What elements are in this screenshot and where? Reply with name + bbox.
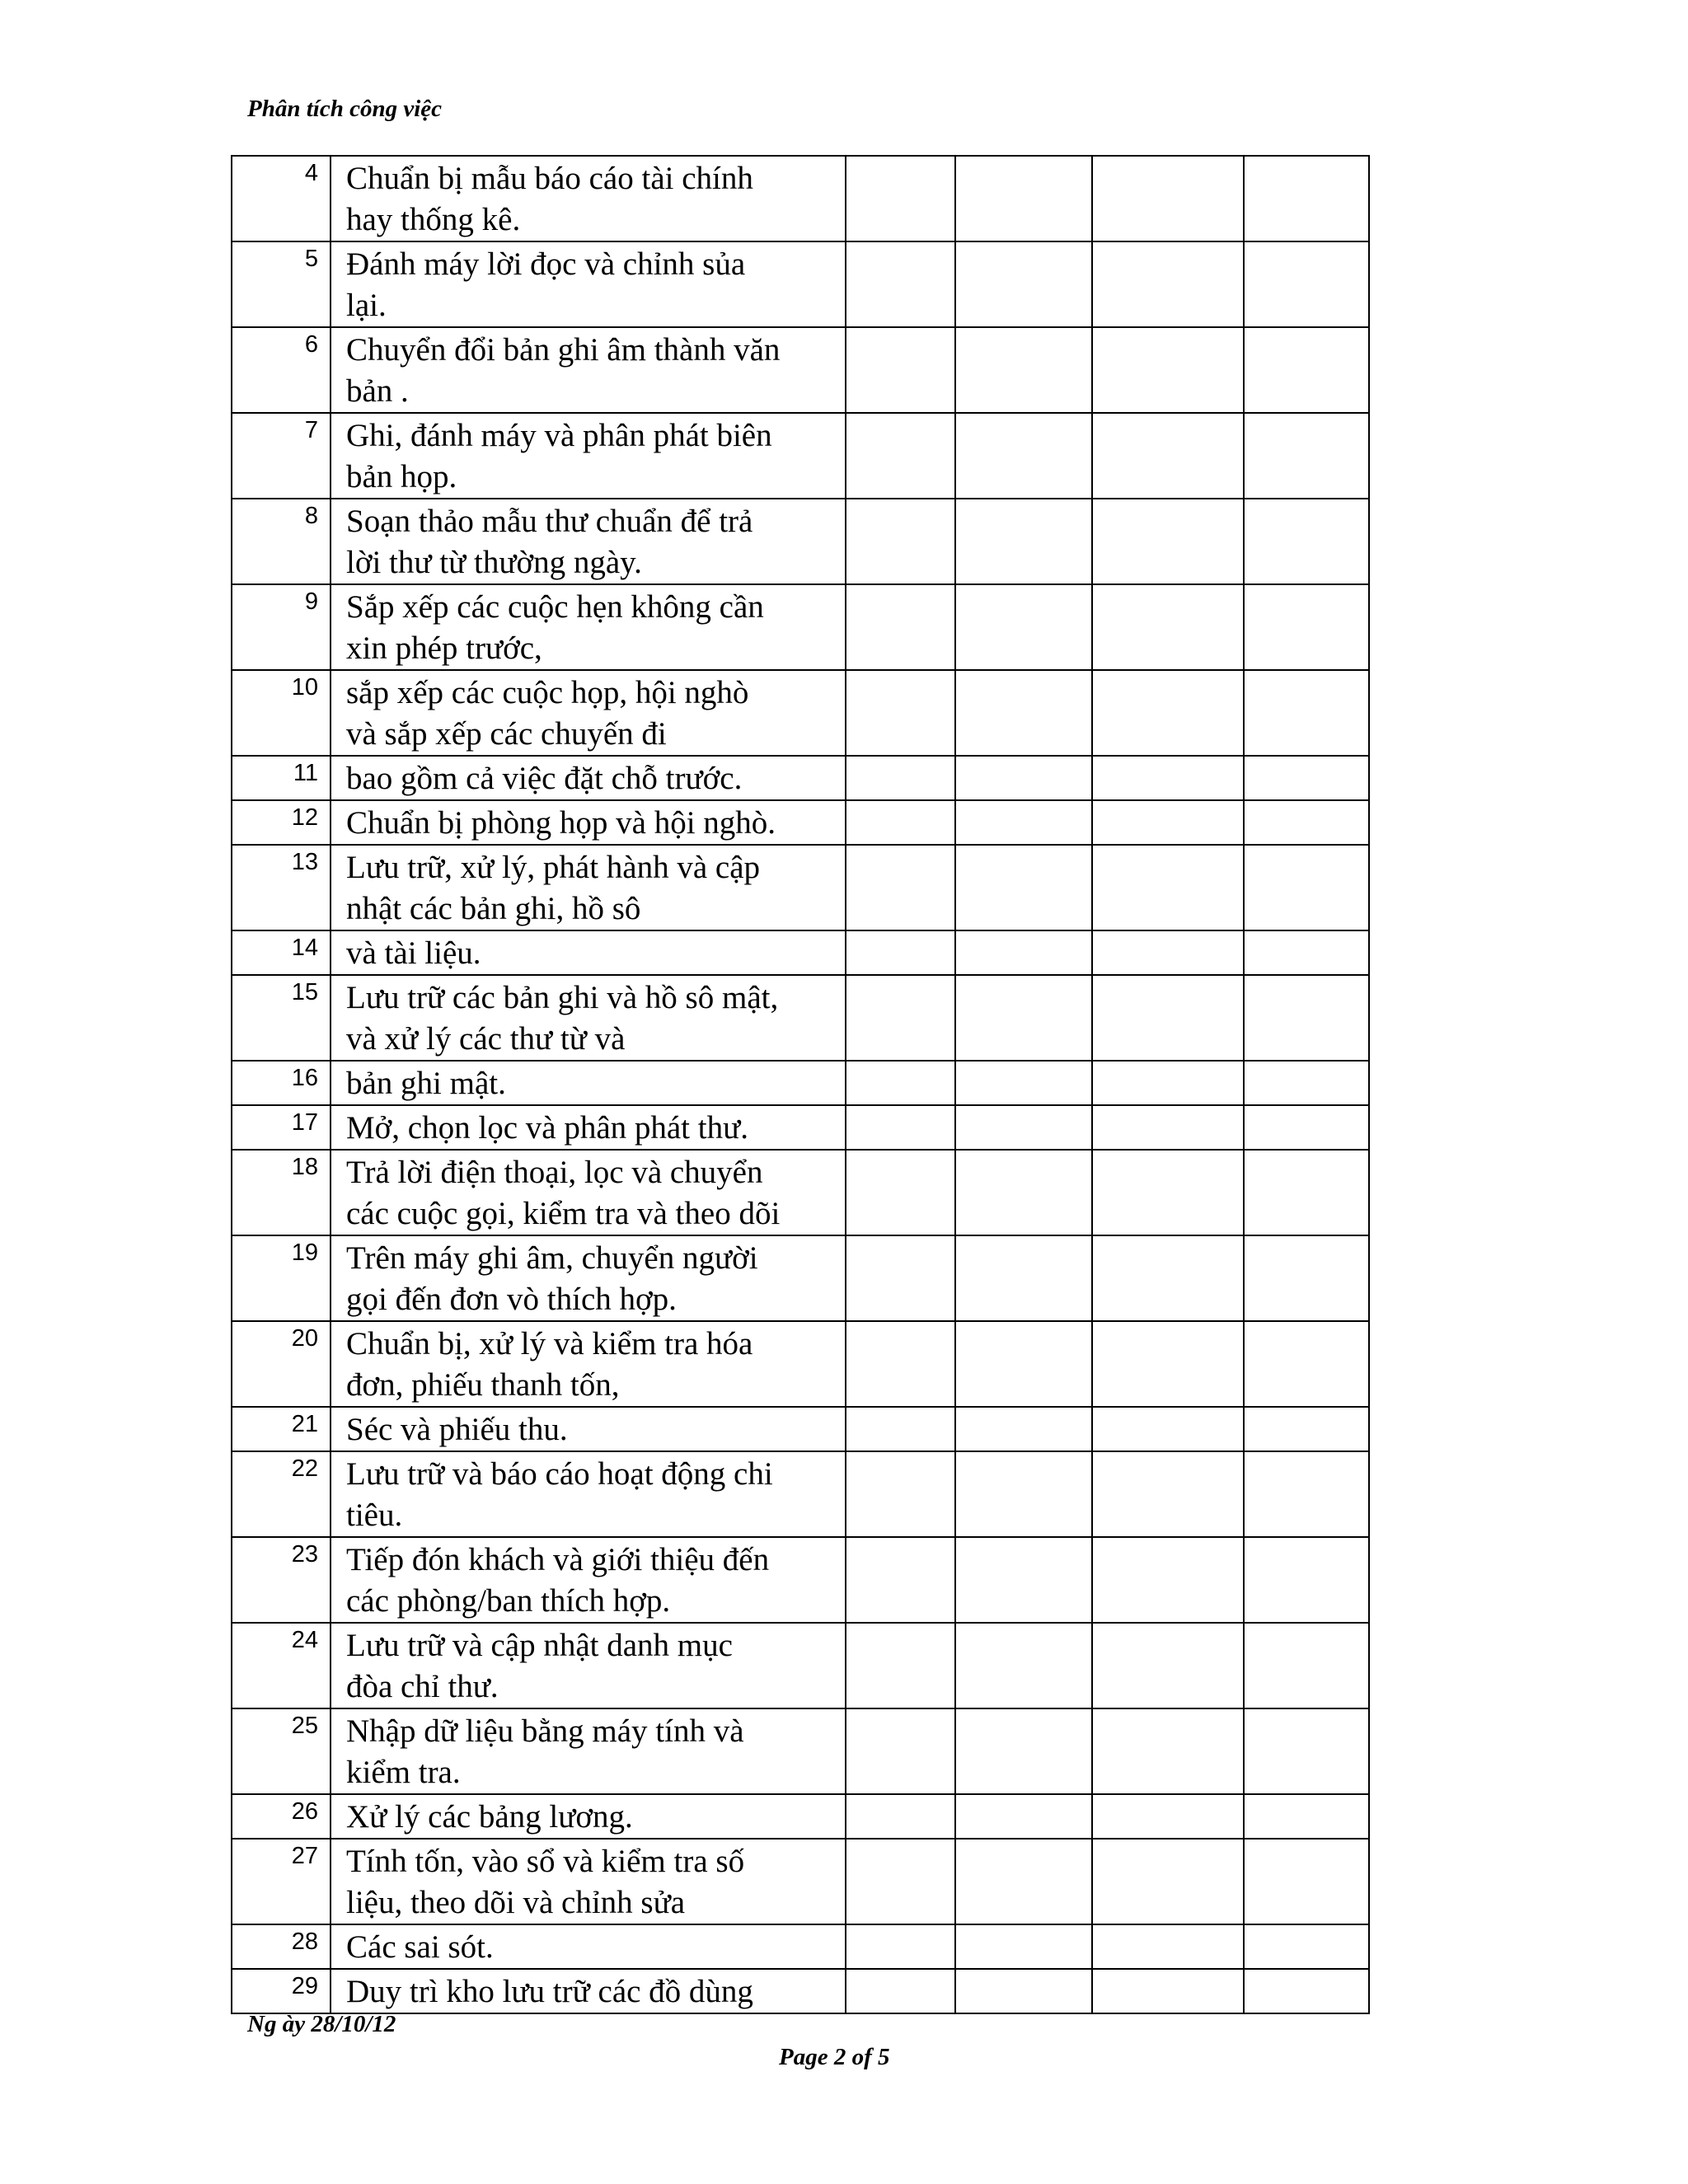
rating-cell-4	[1244, 800, 1369, 845]
task-description: Chuẩn bị phòng họp và hội nghò.	[331, 800, 846, 845]
rating-cell-4	[1244, 584, 1369, 670]
rating-cell-3	[1092, 1451, 1244, 1537]
rating-cell-1	[846, 413, 955, 499]
table-row	[232, 1061, 1369, 1105]
rating-cell-4	[1244, 241, 1369, 327]
rating-cell-2	[955, 1061, 1092, 1105]
rating-cell-2	[955, 975, 1092, 1061]
table-row	[232, 1407, 1369, 1451]
table-row	[232, 1623, 1369, 1708]
rating-cell-1	[846, 584, 955, 670]
rating-cell-1	[846, 670, 955, 756]
rating-cell-3	[1092, 1407, 1244, 1451]
table-row	[232, 241, 1369, 327]
rating-cell-1	[846, 1150, 955, 1235]
table-row	[232, 1794, 1369, 1839]
row-number: 15	[232, 975, 331, 1061]
rating-cell-2	[955, 1537, 1092, 1623]
rating-cell-1	[846, 499, 955, 584]
rating-cell-1	[846, 975, 955, 1061]
task-description: bản ghi mật.	[331, 1061, 846, 1105]
task-description: Lưu trữ các bản ghi và hồ sô mật, và xử lý các thư từ và	[331, 975, 846, 1061]
rating-cell-2	[955, 1839, 1092, 1924]
task-description: Séc và phiếu thu.	[331, 1407, 846, 1451]
table-row	[232, 1451, 1369, 1537]
task-description: Lưu trữ, xử lý, phát hành và cập nhật các bản ghi, hồ sô	[331, 845, 846, 930]
rating-cell-1	[846, 930, 955, 975]
rating-cell-2	[955, 670, 1092, 756]
rating-cell-3	[1092, 156, 1244, 241]
rating-cell-4	[1244, 1061, 1369, 1105]
rating-cell-2	[955, 156, 1092, 241]
rating-cell-2	[955, 1321, 1092, 1407]
task-description: Đánh máy lời đọc và chỉnh sủa lại.	[331, 241, 846, 327]
footer-page-number: Page 2 of 5	[779, 2044, 890, 2070]
rating-cell-4	[1244, 1235, 1369, 1321]
rating-cell-1	[846, 327, 955, 413]
row-number: 21	[232, 1407, 331, 1451]
rating-cell-2	[955, 1623, 1092, 1708]
rating-cell-3	[1092, 1839, 1244, 1924]
rating-cell-2	[955, 1235, 1092, 1321]
rating-cell-3	[1092, 1150, 1244, 1235]
table-row	[232, 1924, 1369, 1969]
table-row	[232, 1969, 1369, 2013]
rating-cell-4	[1244, 1451, 1369, 1537]
task-description: Chuẩn bị, xử lý và kiểm tra hóa đơn, phiếu thanh tốn,	[331, 1321, 846, 1407]
rating-cell-3	[1092, 1924, 1244, 1969]
rating-cell-4	[1244, 1537, 1369, 1623]
rating-cell-4	[1244, 930, 1369, 975]
task-description: Chuẩn bị mẫu báo cáo tài chính hay thống kê.	[331, 156, 846, 241]
rating-cell-4	[1244, 1407, 1369, 1451]
rating-cell-3	[1092, 413, 1244, 499]
rating-cell-3	[1092, 327, 1244, 413]
rating-cell-4	[1244, 1321, 1369, 1407]
table-row	[232, 1150, 1369, 1235]
table-row	[232, 930, 1369, 975]
task-description: bao gồm cả việc đặt chỗ trước.	[331, 756, 846, 800]
rating-cell-1	[846, 1235, 955, 1321]
task-description: Các sai sót.	[331, 1924, 846, 1969]
task-description: Xử lý các bảng lương.	[331, 1794, 846, 1839]
table-row	[232, 1235, 1369, 1321]
rating-cell-4	[1244, 1794, 1369, 1839]
rating-cell-4	[1244, 1969, 1369, 2013]
table-row	[232, 1708, 1369, 1794]
rating-cell-2	[955, 413, 1092, 499]
rating-cell-1	[846, 1061, 955, 1105]
row-number: 23	[232, 1537, 331, 1623]
rating-cell-1	[846, 756, 955, 800]
rating-cell-4	[1244, 156, 1369, 241]
rating-cell-3	[1092, 1708, 1244, 1794]
rating-cell-2	[955, 1407, 1092, 1451]
task-description: Lưu trữ và báo cáo hoạt động chi tiêu.	[331, 1451, 846, 1537]
table-row	[232, 800, 1369, 845]
rating-cell-2	[955, 756, 1092, 800]
task-description: Trên máy ghi âm, chuyển người gọi đến đơn vò thích hợp.	[331, 1235, 846, 1321]
rating-cell-1	[846, 845, 955, 930]
rating-cell-4	[1244, 975, 1369, 1061]
table-row	[232, 1321, 1369, 1407]
rating-cell-3	[1092, 845, 1244, 930]
row-number: 18	[232, 1150, 331, 1235]
rating-cell-1	[846, 1969, 955, 2013]
rating-cell-2	[955, 499, 1092, 584]
rating-cell-1	[846, 1407, 955, 1451]
row-number: 25	[232, 1708, 331, 1794]
rating-cell-1	[846, 1623, 955, 1708]
rating-cell-3	[1092, 584, 1244, 670]
rating-cell-2	[955, 1451, 1092, 1537]
rating-cell-2	[955, 1150, 1092, 1235]
table-row	[232, 845, 1369, 930]
rating-cell-3	[1092, 756, 1244, 800]
rating-cell-3	[1092, 1321, 1244, 1407]
task-description: Nhập dữ liệu bằng máy tính và kiểm tra.	[331, 1708, 846, 1794]
task-table	[231, 155, 1370, 2014]
row-number: 26	[232, 1794, 331, 1839]
table-row	[232, 1105, 1369, 1150]
rating-cell-1	[846, 1924, 955, 1969]
row-number: 8	[232, 499, 331, 584]
rating-cell-4	[1244, 499, 1369, 584]
row-number: 29	[232, 1969, 331, 2013]
table-row	[232, 584, 1369, 670]
row-number: 13	[232, 845, 331, 930]
row-number: 4	[232, 156, 331, 241]
row-number: 16	[232, 1061, 331, 1105]
row-number: 24	[232, 1623, 331, 1708]
rating-cell-1	[846, 1708, 955, 1794]
rating-cell-3	[1092, 1794, 1244, 1839]
rating-cell-3	[1092, 1235, 1244, 1321]
rating-cell-4	[1244, 1105, 1369, 1150]
task-description: Lưu trữ và cập nhật danh mục đòa chỉ thư.	[331, 1623, 846, 1708]
rating-cell-4	[1244, 670, 1369, 756]
task-description: Duy trì kho lưu trữ các đồ dùng	[331, 1969, 846, 2013]
rating-cell-2	[955, 845, 1092, 930]
rating-cell-2	[955, 1708, 1092, 1794]
task-description: Ghi, đánh máy và phân phát biên bản họp.	[331, 413, 846, 499]
table-row	[232, 156, 1369, 241]
rating-cell-2	[955, 1924, 1092, 1969]
task-description: Chuyển đổi bản ghi âm thành văn bản .	[331, 327, 846, 413]
task-description: Tính tốn, vào sổ và kiểm tra số liệu, theo dõi và chỉnh sửa	[331, 1839, 846, 1924]
row-number: 22	[232, 1451, 331, 1537]
rating-cell-1	[846, 1105, 955, 1150]
rating-cell-1	[846, 241, 955, 327]
task-table-body	[232, 156, 1369, 2013]
task-description: và tài liệu.	[331, 930, 846, 975]
rating-cell-1	[846, 1451, 955, 1537]
task-description: Trả lời điện thoại, lọc và chuyển các cuộc gọi, kiểm tra và theo dõi	[331, 1150, 846, 1235]
table-row	[232, 1537, 1369, 1623]
footer-date: Ng ày 28/10/12	[247, 2011, 396, 2037]
table-row	[232, 413, 1369, 499]
rating-cell-4	[1244, 845, 1369, 930]
rating-cell-4	[1244, 1924, 1369, 1969]
rating-cell-4	[1244, 1839, 1369, 1924]
table-row	[232, 756, 1369, 800]
table-row	[232, 1839, 1369, 1924]
row-number: 5	[232, 241, 331, 327]
task-description: Sắp xếp các cuộc hẹn không cần xin phép trước,	[331, 584, 846, 670]
row-number: 20	[232, 1321, 331, 1407]
rating-cell-3	[1092, 1105, 1244, 1150]
row-number: 17	[232, 1105, 331, 1150]
row-number: 28	[232, 1924, 331, 1969]
page-header-title: Phân tích công việc	[247, 96, 443, 122]
row-number: 27	[232, 1839, 331, 1924]
rating-cell-4	[1244, 1150, 1369, 1235]
rating-cell-2	[955, 1794, 1092, 1839]
rating-cell-1	[846, 1321, 955, 1407]
rating-cell-4	[1244, 327, 1369, 413]
rating-cell-1	[846, 1537, 955, 1623]
rating-cell-4	[1244, 1708, 1369, 1794]
rating-cell-2	[955, 1969, 1092, 2013]
row-number: 6	[232, 327, 331, 413]
row-number: 7	[232, 413, 331, 499]
row-number: 12	[232, 800, 331, 845]
rating-cell-1	[846, 1839, 955, 1924]
rating-cell-2	[955, 800, 1092, 845]
rating-cell-3	[1092, 1061, 1244, 1105]
row-number: 11	[232, 756, 331, 800]
rating-cell-3	[1092, 499, 1244, 584]
rating-cell-2	[955, 241, 1092, 327]
rating-cell-2	[955, 930, 1092, 975]
rating-cell-1	[846, 156, 955, 241]
task-description: Soạn thảo mẫu thư chuẩn để trả lời thư từ thường ngày.	[331, 499, 846, 584]
table-row	[232, 499, 1369, 584]
row-number: 19	[232, 1235, 331, 1321]
rating-cell-3	[1092, 930, 1244, 975]
rating-cell-2	[955, 1105, 1092, 1150]
rating-cell-1	[846, 800, 955, 845]
rating-cell-3	[1092, 670, 1244, 756]
rating-cell-4	[1244, 756, 1369, 800]
rating-cell-2	[955, 584, 1092, 670]
task-description: Tiếp đón khách và giới thiệu đến các phòng/ban thích hợp.	[331, 1537, 846, 1623]
row-number: 10	[232, 670, 331, 756]
rating-cell-3	[1092, 975, 1244, 1061]
task-description: sắp xếp các cuộc họp, hội nghò và sắp xếp các chuyến đi	[331, 670, 846, 756]
task-description: Mở, chọn lọc và phân phát thư.	[331, 1105, 846, 1150]
rating-cell-3	[1092, 800, 1244, 845]
row-number: 14	[232, 930, 331, 975]
rating-cell-4	[1244, 413, 1369, 499]
table-row	[232, 670, 1369, 756]
row-number: 9	[232, 584, 331, 670]
rating-cell-3	[1092, 1969, 1244, 2013]
rating-cell-3	[1092, 241, 1244, 327]
rating-cell-3	[1092, 1623, 1244, 1708]
rating-cell-1	[846, 1794, 955, 1839]
table-row	[232, 975, 1369, 1061]
rating-cell-2	[955, 327, 1092, 413]
table-row	[232, 327, 1369, 413]
rating-cell-3	[1092, 1537, 1244, 1623]
rating-cell-4	[1244, 1623, 1369, 1708]
